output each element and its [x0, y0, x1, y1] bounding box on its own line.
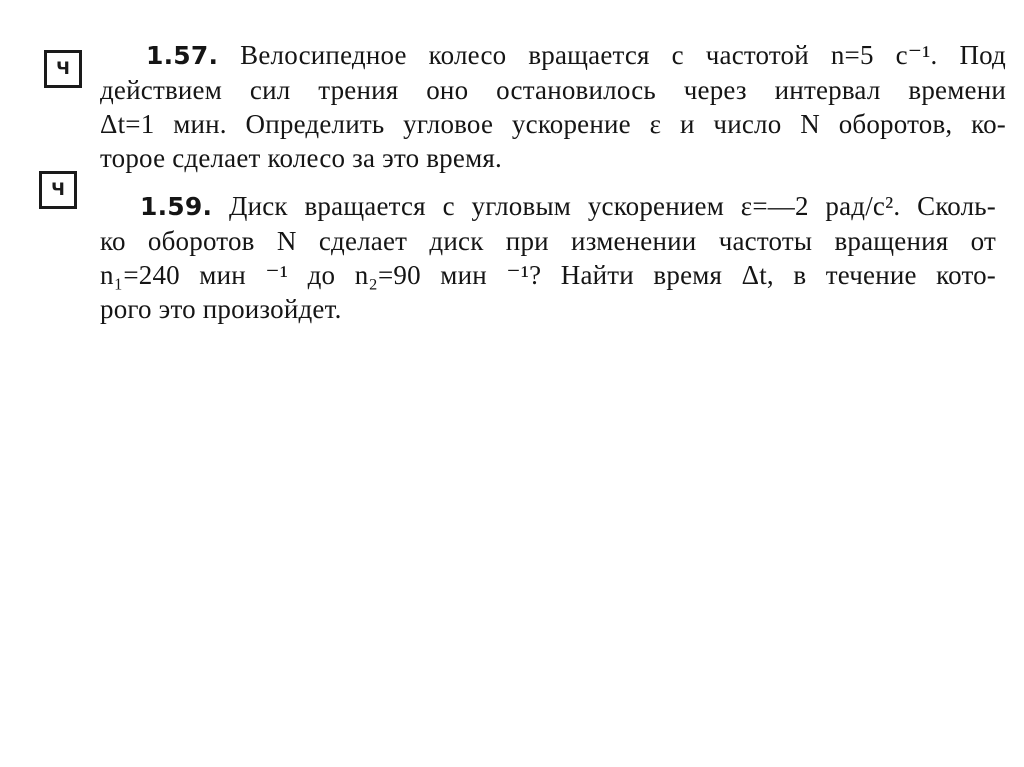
problem-number: 1.57. — [146, 41, 219, 70]
problem-1-57 — [100, 38, 1006, 175]
marker-letter: Ч — [51, 180, 65, 200]
marker-letter: Ч — [56, 59, 70, 79]
problem-line: ко оборотов N сделает диск при изменении частоты вращения от — [100, 226, 996, 256]
problem-1-59 — [100, 189, 996, 326]
problem-line — [100, 38, 1006, 73]
problem-number: 1.59. — [140, 192, 213, 221]
problem-line: Δt=1 мин. Определить угловое ускорение ε и число N оборотов, ко- — [100, 109, 1006, 139]
problem-line — [100, 189, 996, 224]
problem-line: рого это произойдет. — [100, 294, 342, 324]
problem-line: действием сил трения оно остановилось через интервал времени — [100, 75, 1006, 105]
problem-line: торое сделает колесо за это время. — [100, 143, 502, 173]
marker-box-first — [44, 50, 82, 88]
problem-text: Диск вращается с угловым ускорением ε=—2 рад/с². Сколь- — [228, 191, 996, 221]
problem-text: Велосипедное колесо вращается с частотой n=5 с⁻¹. Под — [240, 40, 1006, 70]
marker-box-second — [39, 171, 77, 209]
problem-line: n₁=240 мин ⁻¹ до n₂=90 мин ⁻¹? Найти время Δt, в течение кото- — [100, 260, 996, 290]
